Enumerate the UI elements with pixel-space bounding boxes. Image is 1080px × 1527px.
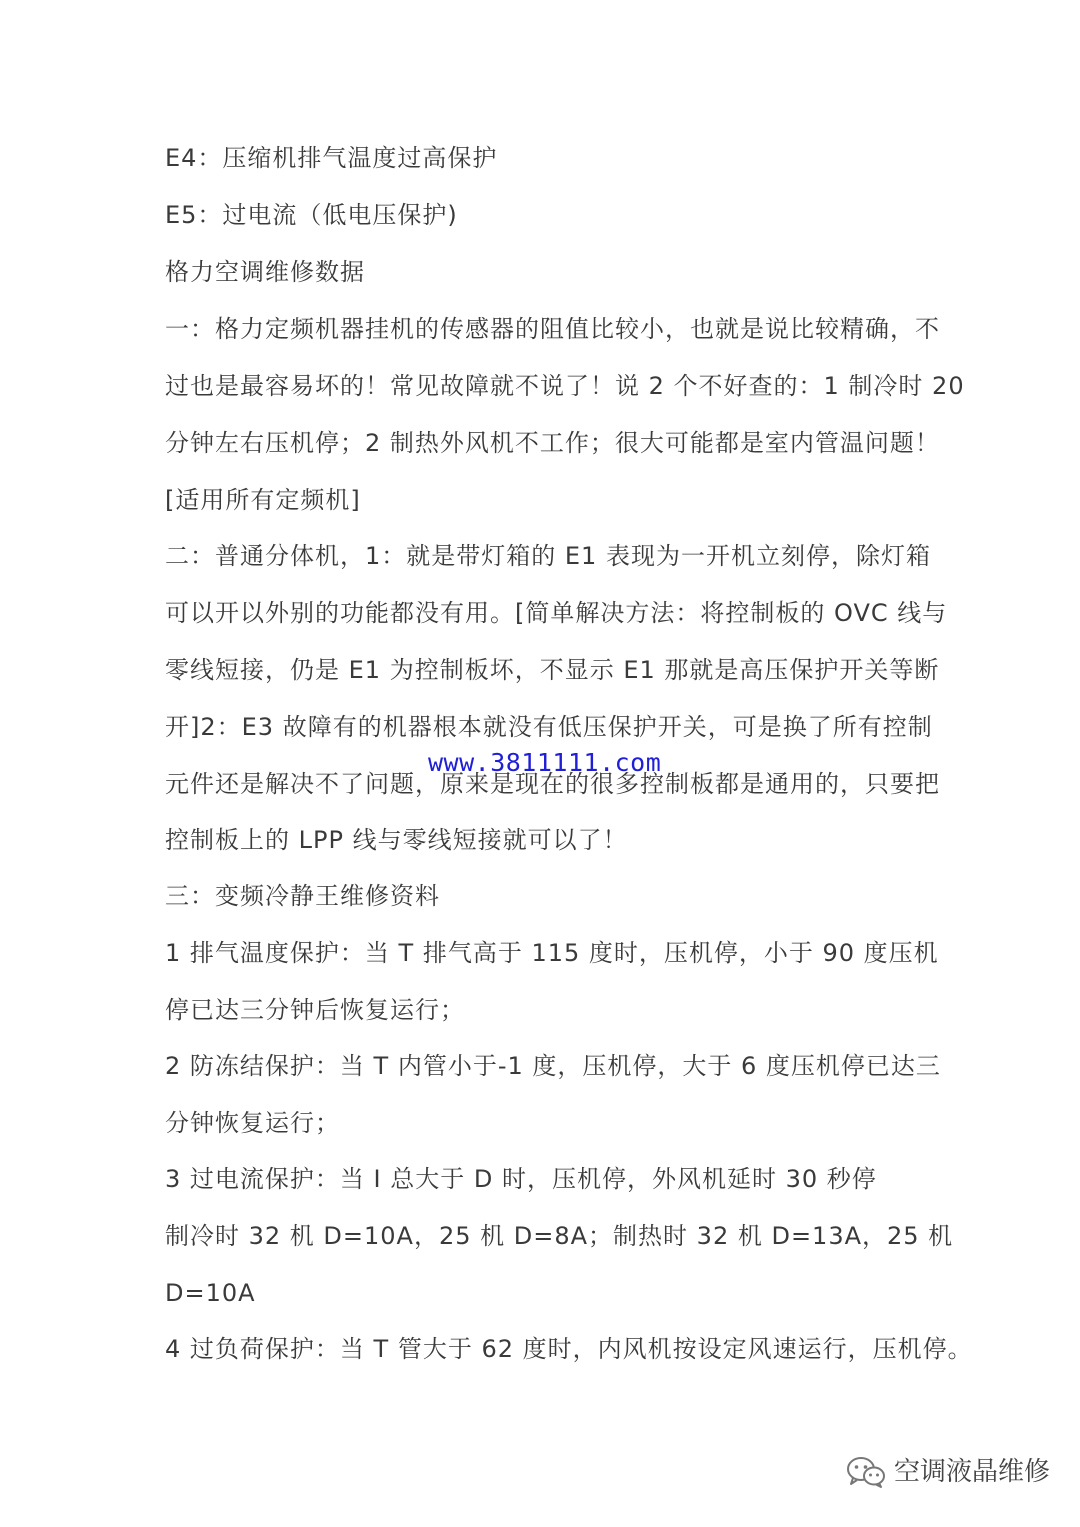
- text-line: 控制板上的 LPP 线与零线短接就可以了！: [165, 826, 628, 854]
- text-line: 格力空调维修数据: [165, 258, 365, 286]
- wechat-icon: [846, 1455, 886, 1489]
- text-line: [适用所有定频机]: [165, 486, 361, 514]
- text-line: 分钟左右压机停；2 制热外风机不工作；很大可能都是室内管温问题！: [165, 429, 940, 457]
- brand-name: 空调液晶维修: [893, 1457, 1050, 1487]
- text-line: 三：变频冷静王维修资料: [165, 882, 440, 910]
- watermark-url: www.3811111.com: [428, 748, 662, 777]
- brand-watermark: [846, 1455, 1050, 1489]
- text-line: 分钟恢复运行；: [165, 1109, 340, 1137]
- text-line: 开]2：E3 故障有的机器根本就没有低压保护开关，可是换了所有控制: [165, 713, 933, 741]
- text-line: 二：普通分体机，1：就是带灯箱的 E1 表现为一开机立刻停，除灯箱: [165, 542, 931, 570]
- text-line: 3 过电流保护：当 I 总大于 D 时，压机停，外风机延时 30 秒停: [165, 1165, 877, 1193]
- text-line: 过也是最容易坏的！常见故障就不说了！说 2 个不好查的：1 制冷时 20: [165, 372, 965, 400]
- text-line: E5：过电流（低电压保护): [165, 201, 458, 229]
- text-line: 制冷时 32 机 D=10A，25 机 D=8A；制热时 32 机 D=13A，25 机: [165, 1222, 954, 1250]
- text-line: D=10A: [165, 1279, 256, 1307]
- text-line: 停已达三分钟后恢复运行；: [165, 996, 465, 1024]
- text-line: 4 过负荷保护：当 T 管大于 62 度时，内风机按设定风速运行，压机停。: [165, 1335, 973, 1363]
- text-line: 1 排气温度保护：当 T 排气高于 115 度时，压机停，小于 90 度压机: [165, 939, 939, 967]
- text-line: 零线短接，仍是 E1 为控制板坏，不显示 E1 那就是高压保护开关等断: [165, 656, 940, 684]
- text-line: 2 防冻结保护：当 T 内管小于-1 度，压机停，大于 6 度压机停已达三: [165, 1052, 941, 1080]
- text-line: 元件还是解决不了问题，原来是现在的很多控制板都是通用的，只要把: [165, 770, 940, 798]
- text-line: 一：格力定频机器挂机的传感器的阻值比较小，也就是说比较精确，不: [165, 315, 940, 343]
- text-line: E4：压缩机排气温度过高保护: [165, 144, 498, 172]
- text-line: 可以开以外别的功能都没有用。[简单解决方法：将控制板的 OVC 线与: [165, 599, 948, 627]
